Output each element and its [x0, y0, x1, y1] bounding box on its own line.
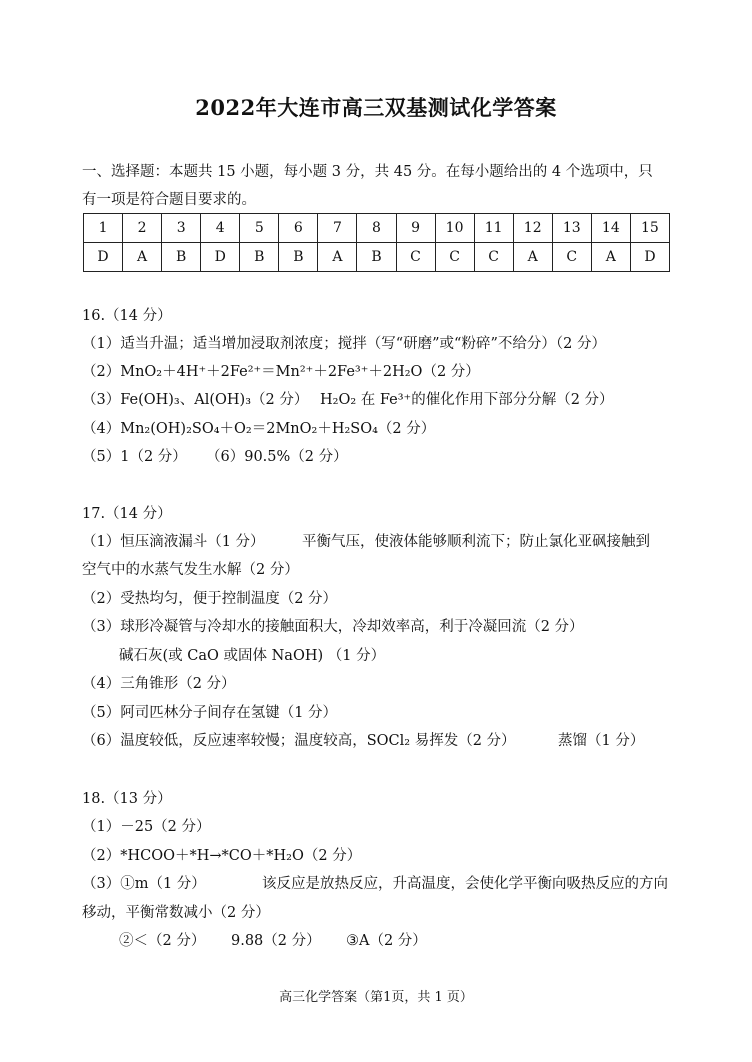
question-number-cell: 13 — [552, 214, 591, 243]
answer-table — [83, 213, 670, 272]
answer-table-number-row — [84, 214, 670, 243]
question-number-cell: 14 — [591, 214, 630, 243]
q18-answer-3-part3: ③A（2 分） — [346, 933, 427, 949]
q16-answer-3-right: H₂O₂ 在 Fe³⁺的催化作用下部分分解（2 分） — [320, 392, 614, 408]
question-number-cell: 3 — [162, 214, 201, 243]
q17-answer-1-right: 平衡气压，使液体能够顺利流下；防止氯化亚砜接触到 — [302, 534, 650, 550]
section1-intro-line1: 一、选择题：本题共 15 小题，每小题 3 分，共 45 分。在每小题给出的 4 个选项中，只 — [82, 164, 653, 180]
q17-answer-3-continued: 碱石灰(或 CaO 或固体 NaOH) （1 分） — [119, 648, 386, 664]
question-number-cell: 12 — [513, 214, 552, 243]
answer-cell: B — [162, 243, 201, 272]
answer-cell: B — [357, 243, 396, 272]
answer-cell: D — [630, 243, 669, 272]
q16-heading: 16.（14 分） — [82, 308, 172, 324]
q17-answer-5: （5）阿司匹林分子间存在氢键（1 分） — [82, 705, 338, 721]
question-number-cell: 2 — [123, 214, 162, 243]
q16-answer-1: （1）适当升温；适当增加浸取剂浓度；搅拌（写“研磨”或“粉碎”不给分）（2 分） — [82, 336, 606, 352]
answer-cell: C — [474, 243, 513, 272]
question-number-cell: 1 — [84, 214, 123, 243]
q17-answer-3: （3）球形冷凝管与冷却水的接触面积大，冷却效率高，利于冷凝回流（2 分） — [82, 619, 584, 635]
question-number-cell: 6 — [279, 214, 318, 243]
answer-cell: A — [318, 243, 357, 272]
q16-answer-3-left: （3）Fe(OH)₃、Al(OH)₃（2 分） — [82, 392, 309, 408]
q17-answer-4: （4）三角锥形（2 分） — [82, 676, 236, 692]
q16-answer-5: （5）1（2 分） — [82, 449, 187, 465]
q16-answer-2: （2）MnO₂＋4H⁺＋2Fe²⁺＝Mn²⁺＋2Fe³⁺＋2H₂O（2 分） — [82, 364, 480, 380]
q17-answer-1-left: （1）恒压滴液漏斗（1 分） — [82, 534, 265, 550]
question-number-cell: 4 — [201, 214, 240, 243]
answer-table-answer-row — [84, 243, 670, 272]
answer-cell: A — [513, 243, 552, 272]
q16-answer-6: （6）90.5%（2 分） — [206, 449, 348, 465]
answer-cell: A — [591, 243, 630, 272]
question-number-cell: 9 — [396, 214, 435, 243]
page-title: 2022年大连市高三双基测试化学答案 — [195, 95, 557, 120]
q18-heading: 18.（13 分） — [82, 791, 172, 807]
q17-answer-1-continued: 空气中的水蒸气发生水解（2 分） — [82, 562, 299, 578]
q18-answer-3-right: 该反应是放热反应，升高温度，会使化学平衡向吸热反应的方向 — [262, 876, 668, 892]
q17-answer-6-left: （6）温度较低，反应速率较慢；温度较高，SOCl₂ 易挥发（2 分） — [82, 733, 516, 749]
answer-cell: D — [84, 243, 123, 272]
q17-heading: 17.（14 分） — [82, 506, 172, 522]
answer-cell: C — [435, 243, 474, 272]
q18-answer-3-part2-value: 9.88（2 分） — [231, 933, 321, 949]
q18-answer-3-part2: ②＜（2 分） — [119, 933, 206, 949]
question-number-cell: 11 — [474, 214, 513, 243]
answer-cell: B — [240, 243, 279, 272]
q18-answer-1: （1）－25（2 分） — [82, 819, 211, 835]
q17-answer-6-right: 蒸馏（1 分） — [558, 733, 645, 749]
question-number-cell: 8 — [357, 214, 396, 243]
question-number-cell: 10 — [435, 214, 474, 243]
answer-cell: C — [552, 243, 591, 272]
q16-answer-4: （4）Mn₂(OH)₂SO₄＋O₂＝2MnO₂＋H₂SO₄（2 分） — [82, 421, 436, 437]
answer-cell: D — [201, 243, 240, 272]
answer-cell: A — [123, 243, 162, 272]
question-number-cell: 15 — [630, 214, 669, 243]
section1-intro-line2: 有一项是符合题目要求的。 — [82, 192, 256, 208]
question-number-cell: 7 — [318, 214, 357, 243]
q18-answer-2: （2）*HCOO＋*H→*CO＋*H₂O（2 分） — [82, 848, 362, 864]
question-number-cell: 5 — [240, 214, 279, 243]
page-footer: 高三化学答案（第1页，共 1 页） — [279, 990, 473, 1005]
answer-cell: B — [279, 243, 318, 272]
answer-cell: C — [396, 243, 435, 272]
q18-answer-3-left: （3）①m（1 分） — [82, 876, 206, 892]
q18-answer-3-continued: 移动，平衡常数减小（2 分） — [82, 905, 270, 921]
q17-answer-2: （2）受热均匀，便于控制温度（2 分） — [82, 591, 338, 607]
